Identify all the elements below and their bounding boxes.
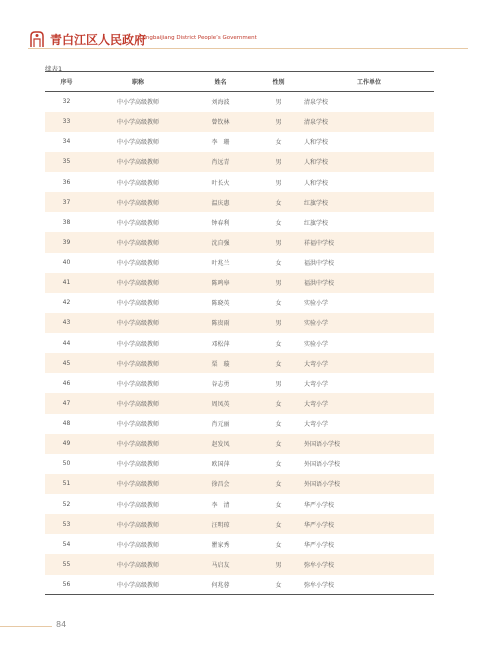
table-row (45, 373, 434, 393)
cell-unit: 清泉学校 (304, 112, 434, 132)
cell-name: 李 清 (211, 501, 230, 509)
table-row (45, 92, 434, 112)
cell-title: 中小学高级教师 (88, 192, 188, 212)
cell-gender: 男 (275, 179, 282, 187)
cell-no: 50 (62, 460, 71, 468)
cell-no: 51 (45, 474, 88, 494)
table-row (45, 313, 434, 333)
cell-no: 46 (62, 379, 71, 387)
cell-no: 44 (62, 339, 71, 347)
cell-title: 中小学高级教师 (116, 340, 159, 348)
cell-title: 中小学高级教师 (88, 514, 188, 534)
cell-name: 何兆蓉 (188, 575, 253, 595)
cell-unit: 实验小学 (304, 313, 434, 333)
table-row (45, 152, 434, 172)
header-rule (28, 48, 468, 49)
footer-rule (0, 626, 52, 627)
cell-name: 瞿家秀 (211, 541, 230, 549)
cell-no: 33 (45, 112, 88, 132)
cell-no: 35 (45, 152, 88, 172)
cell-title: 中小学高级教师 (116, 139, 159, 147)
continued-label: 续表1 (45, 65, 63, 73)
cell-gender: 男 (275, 380, 282, 388)
cell-unit: 福洪中学校 (304, 260, 335, 268)
cell-unit: 大弯小学 (304, 421, 329, 429)
table-row (45, 293, 434, 313)
teacher-table (45, 71, 434, 595)
table-row (45, 333, 434, 353)
cell-title: 中小学高级教师 (88, 393, 188, 413)
cell-name: 欧国萍 (211, 461, 230, 469)
table-row (45, 192, 434, 212)
cell-gender: 女 (275, 139, 282, 147)
cell-name: 曾钦林 (188, 112, 253, 132)
brand-title: 青白江区人民政府 (50, 33, 147, 47)
column-header-title: 职称 (88, 72, 188, 92)
cell-unit: 实验小学 (304, 340, 329, 348)
cell-title: 中小学高级教师 (88, 575, 188, 595)
cell-title: 中小学高级教师 (88, 434, 188, 454)
cell-title: 中小学高级教师 (116, 300, 159, 308)
table-row (45, 353, 434, 373)
cell-no: 32 (62, 98, 71, 106)
brand-subtitle: Qingbaijiang District People’s Government (140, 35, 257, 41)
cell-gender: 女 (275, 340, 282, 348)
cell-unit: 华严小学校 (304, 501, 335, 509)
cell-gender: 女 (275, 541, 282, 549)
cell-title: 中小学高级教师 (116, 541, 159, 549)
table-row (45, 112, 434, 132)
cell-no: 36 (62, 178, 71, 186)
cell-title: 中小学高级教师 (88, 152, 188, 172)
cell-title: 中小学高级教师 (88, 273, 188, 293)
cell-no: 47 (45, 393, 88, 413)
cell-name: 马启友 (188, 554, 253, 574)
cell-title: 中小学高级教师 (88, 353, 188, 373)
cell-name: 刘海波 (211, 99, 230, 107)
cell-gender: 男 (253, 554, 304, 574)
cell-gender: 女 (253, 353, 304, 373)
column-header-no: 序号 (45, 72, 88, 92)
cell-title: 中小学高级教师 (116, 421, 159, 429)
cell-unit: 大弯小学 (304, 353, 434, 373)
cell-name: 赵发凤 (188, 434, 253, 454)
cell-name: 李 珊 (211, 139, 230, 147)
cell-name: 温庆惠 (188, 192, 253, 212)
cell-name: 陈贵雨 (188, 313, 253, 333)
cell-name: 叶兆兰 (211, 260, 230, 268)
cell-gender: 女 (253, 434, 304, 454)
cell-name: 周凤英 (188, 393, 253, 413)
cell-unit: 祥福中学校 (304, 232, 434, 252)
cell-title: 中小学高级教师 (88, 112, 188, 132)
cell-no: 38 (62, 218, 71, 226)
cell-no: 39 (45, 232, 88, 252)
cell-title: 中小学高级教师 (88, 554, 188, 574)
cell-title: 中小学高级教师 (88, 474, 188, 494)
cell-gender: 女 (275, 421, 282, 429)
cell-title: 中小学高级教师 (116, 219, 159, 227)
cell-name: 栗 璇 (188, 353, 253, 373)
cell-name: 陈晓英 (211, 300, 230, 308)
table-row (45, 514, 434, 534)
cell-no: 53 (45, 514, 88, 534)
cell-no: 41 (45, 273, 88, 293)
cell-title: 中小学高级教师 (116, 461, 159, 469)
cell-unit: 红旗学校 (304, 192, 434, 212)
cell-unit: 福洪中学校 (304, 273, 434, 293)
cell-gender: 男 (275, 99, 282, 107)
cell-gender: 男 (253, 232, 304, 252)
cell-title: 中小学高级教师 (116, 260, 159, 268)
cell-unit: 外国语小学校 (304, 434, 434, 454)
cell-gender: 女 (253, 474, 304, 494)
cell-title: 中小学高级教师 (116, 99, 159, 107)
cell-gender: 女 (275, 219, 282, 227)
table-row (45, 454, 434, 474)
cell-no: 40 (62, 259, 71, 267)
cell-no: 49 (45, 434, 88, 454)
cell-gender: 女 (275, 300, 282, 308)
table-row (45, 393, 434, 413)
cell-unit: 华严小学校 (304, 541, 335, 549)
cell-title: 中小学高级教师 (88, 313, 188, 333)
column-header-name: 姓名 (188, 72, 253, 92)
table-row (45, 414, 434, 434)
cell-name: 肖远青 (188, 152, 253, 172)
table-header-row (45, 72, 434, 92)
emblem-icon (28, 30, 46, 48)
table-row (45, 534, 434, 554)
cell-name: 钟春利 (211, 219, 230, 227)
page-number: 84 (56, 620, 67, 629)
page-header (28, 30, 468, 52)
column-header-gender: 性别 (253, 72, 304, 92)
cell-unit: 人和学校 (304, 152, 434, 172)
cell-unit: 弥牟小学校 (304, 554, 434, 574)
cell-unit: 人和学校 (304, 139, 329, 147)
table-row (45, 474, 434, 494)
cell-unit: 大弯小学 (304, 380, 329, 388)
table-row (45, 232, 434, 252)
table-row (45, 575, 434, 595)
cell-gender: 女 (275, 501, 282, 509)
cell-name: 徐昌会 (188, 474, 253, 494)
cell-name: 肖元丽 (211, 421, 230, 429)
table-row (45, 212, 434, 232)
cell-gender: 女 (275, 260, 282, 268)
cell-unit: 红旗学校 (304, 219, 329, 227)
cell-name: 汪明琼 (188, 514, 253, 534)
cell-title: 中小学高级教师 (116, 501, 159, 509)
cell-gender: 女 (253, 192, 304, 212)
cell-unit: 清泉学校 (304, 99, 329, 107)
cell-unit: 人和学校 (304, 179, 329, 187)
table-row (45, 554, 434, 574)
cell-no: 52 (62, 500, 71, 508)
cell-title: 中小学高级教师 (116, 380, 159, 388)
cell-gender: 女 (253, 575, 304, 595)
cell-gender: 女 (253, 514, 304, 534)
cell-no: 48 (62, 420, 71, 428)
cell-unit: 外国语小学校 (304, 461, 341, 469)
cell-unit: 弥牟小学校 (304, 575, 434, 595)
table-row (45, 434, 434, 454)
cell-unit: 华严小学校 (304, 514, 434, 534)
cell-gender: 男 (253, 152, 304, 172)
cell-gender: 女 (253, 393, 304, 413)
table-row (45, 172, 434, 192)
column-header-unit: 工作单位 (304, 72, 434, 92)
cell-unit: 外国语小学校 (304, 474, 434, 494)
cell-gender: 男 (253, 112, 304, 132)
cell-no: 56 (45, 575, 88, 595)
cell-no: 37 (45, 192, 88, 212)
table-row (45, 253, 434, 273)
cell-gender: 男 (253, 273, 304, 293)
cell-no: 45 (45, 353, 88, 373)
cell-name: 叶长火 (211, 179, 230, 187)
cell-title: 中小学高级教师 (116, 179, 159, 187)
cell-no: 34 (62, 138, 71, 146)
table-row (45, 273, 434, 293)
cell-name: 谷志勇 (211, 380, 230, 388)
cell-no: 42 (62, 299, 71, 307)
cell-unit: 实验小学 (304, 300, 329, 308)
cell-name: 邓松萍 (211, 340, 230, 348)
cell-no: 54 (62, 540, 71, 548)
table-row (45, 494, 434, 514)
table-row (45, 132, 434, 152)
cell-gender: 男 (253, 313, 304, 333)
cell-name: 沈自强 (188, 232, 253, 252)
cell-gender: 女 (275, 461, 282, 469)
cell-no: 43 (45, 313, 88, 333)
cell-no: 55 (45, 554, 88, 574)
cell-title: 中小学高级教师 (88, 232, 188, 252)
cell-unit: 大弯小学 (304, 393, 434, 413)
cell-name: 陈鸣皋 (188, 273, 253, 293)
